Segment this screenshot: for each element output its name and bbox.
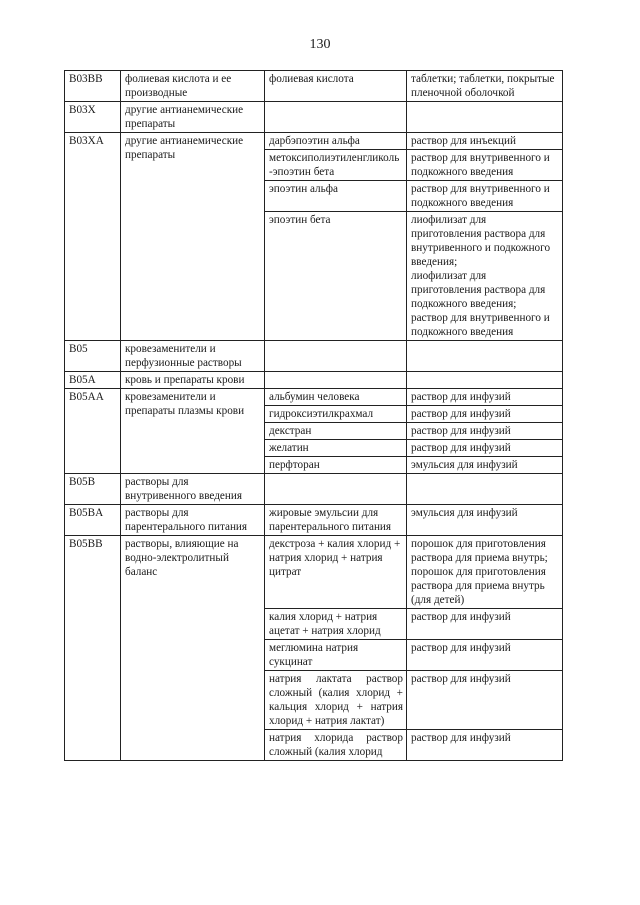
drug-name-cell: гидроксиэтилкрахмал [265,406,407,423]
drug-name-cell: жировые эмульсии для парентерального питания [265,505,407,536]
atc-code-cell: B05BA [65,505,121,536]
dosage-form-cell: раствор для инфузий [407,423,563,440]
drug-name-cell: натрия лактата раствор сложный (калия хлорид + кальция хлорид + натрия хлорид + натрия лактат) [265,671,407,730]
atc-code-cell: B05B [65,474,121,505]
drug-name-cell: эпоэтин альфа [265,181,407,212]
atc-group-cell: другие антианемические препараты [121,102,265,133]
drug-name-cell [265,341,407,372]
atc-group-cell: кровезаменители и перфузионные растворы [121,341,265,372]
dosage-form-cell: раствор для инъекций [407,133,563,150]
dosage-form-cell: раствор для внутривенного и подкожного введения [407,150,563,181]
drug-name-cell [265,102,407,133]
dosage-form-cell: раствор для внутривенного и подкожного введения [407,181,563,212]
atc-code-cell: B05 [65,341,121,372]
dosage-form-cell [407,474,563,505]
dosage-form-cell [407,341,563,372]
atc-group-cell: растворы, влияющие на водно-электролитный баланс [121,536,265,761]
drug-name-cell: эпоэтин бета [265,212,407,341]
table-row [65,505,563,536]
atc-group-cell: фолиевая кислота и ее производные [121,71,265,102]
atc-code-cell: B03XA [65,133,121,341]
drug-name-cell: декстроза + калия хлорид + натрия хлорид + натрия цитрат [265,536,407,609]
atc-code-cell: B05A [65,372,121,389]
dosage-form-cell: раствор для инфузий [407,440,563,457]
drug-table [64,70,563,761]
drug-name-cell: желатин [265,440,407,457]
table-row [65,372,563,389]
table-row [65,536,563,609]
dosage-form-cell [407,372,563,389]
dosage-form-cell: таблетки; таблетки, покрытые пленочной оболочкой [407,71,563,102]
drug-name-cell: перфторан [265,457,407,474]
dosage-form-cell: лиофилизат для приготовления раствора для внутривенного и подкожного введения; лиофилизат для приготовления раствора для подкожного введения; раствор для внутривенного и подкожного введения [407,212,563,341]
table-row [65,341,563,372]
dosage-form-cell: порошок для приготовления раствора для приема внутрь; порошок для приготовления раствора для приема внутрь (для детей) [407,536,563,609]
atc-code-cell: B05BB [65,536,121,761]
atc-group-cell: другие антианемические препараты [121,133,265,341]
dosage-form-cell: раствор для инфузий [407,671,563,730]
atc-group-cell: кровезаменители и препараты плазмы крови [121,389,265,474]
table-row [65,474,563,505]
dosage-form-cell: раствор для инфузий [407,609,563,640]
dosage-form-cell: раствор для инфузий [407,730,563,761]
table-row [65,133,563,150]
drug-name-cell: альбумин человека [265,389,407,406]
drug-name-cell [265,372,407,389]
atc-group-cell: растворы для парентерального питания [121,505,265,536]
dosage-form-cell: раствор для инфузий [407,389,563,406]
drug-name-cell: дарбэпоэтин альфа [265,133,407,150]
dosage-form-cell: эмульсия для инфузий [407,457,563,474]
drug-name-cell: фолиевая кислота [265,71,407,102]
table-row [65,102,563,133]
atc-group-cell: растворы для внутривенного введения [121,474,265,505]
dosage-form-cell: раствор для инфузий [407,406,563,423]
drug-name-cell: калия хлорид + натрия ацетат + натрия хлорид [265,609,407,640]
drug-name-cell: натрия хлорида раствор сложный (калия хлорид [265,730,407,761]
drug-name-cell: метоксиполиэтиленгликоль-эпоэтин бета [265,150,407,181]
drug-name-cell [265,474,407,505]
table-row [65,71,563,102]
atc-code-cell: B03BB [65,71,121,102]
page-number: 130 [309,37,331,52]
atc-group-cell: кровь и препараты крови [121,372,265,389]
table-row [65,389,563,406]
atc-code-cell: B03X [65,102,121,133]
atc-code-cell: B05AA [65,389,121,474]
drug-name-cell: декстран [265,423,407,440]
dosage-form-cell: эмульсия для инфузий [407,505,563,536]
dosage-form-cell [407,102,563,133]
dosage-form-cell: раствор для инфузий [407,640,563,671]
drug-name-cell: меглюмина натрия сукцинат [265,640,407,671]
